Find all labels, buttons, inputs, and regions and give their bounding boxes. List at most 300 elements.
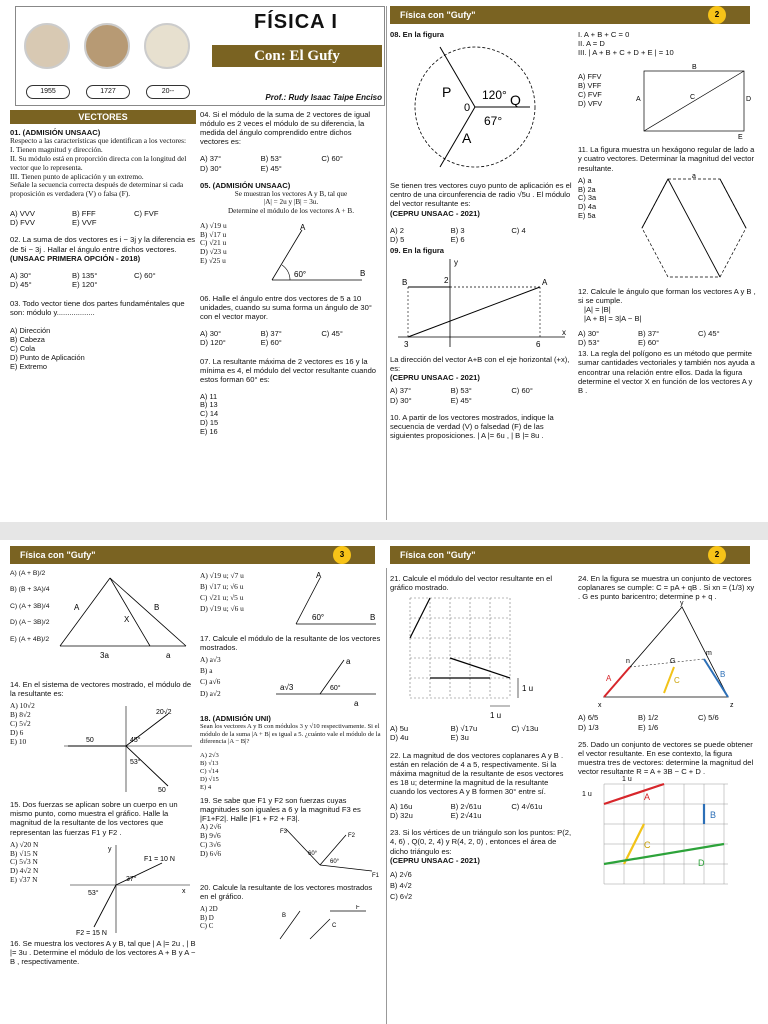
option[interactable]: D) 5 (390, 234, 405, 244)
option[interactable]: B) 13 (200, 400, 218, 410)
avatar-einstein (24, 23, 70, 69)
vector-f3 (286, 829, 320, 865)
question-24 (578, 574, 758, 732)
grid (604, 784, 728, 884)
option[interactable]: A) 30° (200, 329, 222, 339)
option[interactable]: C) √13u (511, 724, 539, 734)
label-v2: 50 (86, 737, 94, 745)
vector-figure (286, 570, 382, 630)
question-01 (10, 128, 196, 227)
label-angle2: 60° (330, 858, 340, 865)
label-e: E (738, 134, 743, 140)
forces-figure (66, 841, 194, 937)
vector (668, 179, 720, 277)
question-22 (390, 751, 572, 821)
text-line: Señale la secuencia correcta después de determinar si cada proposición es verdadera (V) o falsa (F). (10, 180, 184, 199)
option[interactable]: C) FVF (578, 90, 602, 100)
forces-figure (276, 823, 380, 879)
option[interactable]: B) D (200, 913, 214, 922)
page-number: 2 (708, 6, 726, 24)
options (390, 802, 572, 820)
question-body: 15. Dos fuerzas se aplican sobre un cuerpo en un mismo punto, como muestra el gráfico. Halle la magnitud de la resultante de los vectores que representan las fuerzas F1 y F2 . (10, 800, 178, 837)
question-body: 17. Calcule el módulo de la resultante de los vectores mostrados. (200, 634, 381, 653)
question-23 (390, 828, 572, 902)
option[interactable]: D) 120° (200, 338, 226, 348)
vector-x (110, 578, 150, 646)
option[interactable]: C) (A + 3B)/4 (10, 602, 50, 610)
option[interactable]: D) 6 (10, 727, 24, 737)
option[interactable]: E) 60° (260, 338, 282, 348)
option[interactable]: A) FFV (578, 72, 602, 82)
avatar-newton (84, 23, 130, 69)
question-head: 01. (ADMISIÓN UNSAAC) (10, 128, 101, 137)
label-x: x (598, 702, 602, 710)
label-angle2: 67° (484, 114, 503, 129)
option[interactable]: B) √13 (200, 759, 219, 767)
option[interactable]: E) 4 (200, 783, 212, 791)
page-title: FÍSICA I (254, 11, 338, 33)
section-title: VECTORES (10, 110, 196, 124)
option[interactable]: A) 6/5 (578, 713, 599, 723)
vector-f1 (116, 863, 162, 885)
vector-figure (262, 222, 372, 284)
label-f: F (356, 905, 360, 912)
question-03 (10, 299, 196, 372)
options (10, 209, 196, 227)
question-10-row (578, 63, 758, 139)
question-head: 08. En la figura (390, 30, 445, 39)
option[interactable]: E) 6 (450, 234, 465, 244)
option[interactable]: E) 45° (450, 395, 472, 405)
question-17 (200, 634, 382, 710)
option[interactable]: B) a (200, 666, 213, 676)
column-4 (578, 574, 758, 908)
option[interactable]: D) 32u (390, 811, 413, 821)
option[interactable]: D) √19 u; √6 u (200, 604, 244, 614)
option[interactable]: D) √23 u (200, 247, 227, 257)
option[interactable]: A) 30° (578, 329, 600, 339)
option[interactable]: C) 60° (134, 270, 156, 280)
option[interactable]: E) 3u (450, 733, 469, 743)
label-b: B (710, 810, 717, 821)
question-body: 16. Se muestra los vectores A y B, tal que | A |= 2u , | B |= 3u . Determine el módulo de los vectores A + B y A − B , respectivamente. (10, 938, 196, 966)
option[interactable]: E) Extremo (10, 361, 47, 371)
condition: |A| = |B| (584, 304, 611, 314)
option[interactable]: C) √21 u (200, 238, 227, 248)
question-13 (578, 349, 758, 395)
options (578, 713, 758, 731)
text-line: Determine el módulo de los vectores A + B. (227, 207, 354, 216)
vector-c (310, 919, 330, 939)
option[interactable]: B) √17u (450, 724, 478, 734)
options (200, 154, 382, 172)
question-16-cont (200, 570, 382, 630)
option[interactable]: D) Punto de Aplicación (10, 352, 85, 362)
question-21 (390, 574, 572, 743)
text-line: III. | A + B + C + D + E | = 10 (578, 48, 674, 58)
question-02 (10, 235, 196, 289)
vector (720, 179, 746, 228)
option[interactable]: B) 135° (72, 270, 98, 280)
label-f3: F3 (280, 828, 288, 835)
option[interactable]: A) 16u (390, 802, 413, 812)
options (578, 173, 634, 283)
option[interactable]: B) 4√2 (390, 880, 412, 890)
label-a2: a (354, 699, 359, 709)
label-x: x (182, 887, 186, 895)
question-body: 02. La suma de dos vectores es i − 3j y la diferencia es de 5i − 3j . Hallar el ángulo entre dichos vectores. (10, 235, 196, 254)
option[interactable]: D) 45° (10, 279, 32, 289)
question-20-row (200, 905, 382, 941)
question-body: 07. La resultante máxima de 2 vectores es 16 y la mínima es 4, el módulo del vector resultante cuando estos forman 60° es: (200, 357, 377, 385)
label-angle: 60° (312, 613, 325, 622)
option[interactable]: C) 4√61u (511, 802, 543, 812)
option[interactable]: B) 53° (450, 386, 472, 396)
text-line: Se muestran los vectores A y B, tal que (234, 189, 348, 198)
option[interactable]: D) VFV (578, 98, 603, 108)
option[interactable]: C) 60° (511, 386, 533, 396)
avatar-gufy (144, 23, 190, 69)
question-body: Se tienen tres vectores cuyo punto de aplicación es el centro de una circunferencia de radio √5u . El módulo del vector resultante es: (390, 181, 572, 209)
options (10, 271, 196, 289)
text-line: I. Tienen magnitud y dirección. (10, 144, 103, 154)
option[interactable]: D) 15 (200, 418, 219, 428)
question-source: (CEPRU UNSAAC - 2021) (390, 208, 480, 218)
option[interactable]: D) (A − 3B)/2 (10, 619, 50, 627)
circle-figure (390, 39, 570, 179)
column-3 (390, 574, 572, 902)
option[interactable]: E) (A + 4B)/2 (10, 635, 50, 643)
question-body: 11. La figura muestra un hexágono regular de lado a y cuatro vectores. Determinar la magnitud del vector resultante. (578, 145, 755, 173)
option[interactable]: B) (B + 3A)/4 (10, 586, 50, 594)
option[interactable]: C) C (200, 921, 214, 930)
option[interactable]: C) 4 (511, 225, 526, 235)
vector-c (664, 667, 674, 693)
label-a: A (542, 277, 548, 287)
option[interactable]: A) 30° (10, 270, 32, 280)
label-v3: 50 (158, 787, 166, 795)
year-badge: 1955 (26, 85, 70, 99)
option[interactable]: C) FVF (134, 209, 159, 219)
option[interactable]: D) 1/3 (578, 722, 599, 732)
vectors-figure (270, 905, 370, 941)
option[interactable]: A) VVV (10, 209, 35, 219)
text-line: I. A + B + C = 0 (578, 30, 630, 39)
question-body: 24. En la figura se muestra un conjunto de vectores coplanares se cumple: C = pA + qB . Si xn = (1/3) xy . G es punto baricentro; determine p + q . (578, 574, 755, 602)
question-16 (10, 939, 196, 966)
header-box (15, 6, 385, 106)
label-origin: 0 (464, 102, 471, 115)
vector (642, 179, 668, 228)
option[interactable]: B) 3 (450, 225, 465, 235)
guide (630, 659, 704, 667)
label-angle1: 37° (126, 875, 137, 883)
question-body: 22. La magnitud de dos vectores coplanares A y B . están en relación de 4 a 5, respectivamente. Si la máxima magnitud de la resultante de esos vectores es 18 u; determine la magnitud de la resultante cuando los vectores A y B formen 30° entre sí. (390, 750, 564, 796)
column-1 (10, 110, 196, 372)
band-label: Física con "Gufy" (400, 549, 476, 560)
option[interactable]: C) 3a (578, 193, 597, 203)
option[interactable]: E) √37 N (10, 875, 38, 885)
question-body: 25. Dado un conjunto de vectores se puede obtener el vector resultante. En ese contexto, la figura muestra tres de vectores: determine la magnitud del vector resultante R = A + 3B − C + D . (578, 739, 754, 776)
option[interactable]: A) 10√2 (10, 701, 35, 711)
option[interactable]: A) 37° (390, 386, 412, 396)
label-f1: F1 = 10 N (144, 855, 175, 863)
label-a: A (606, 674, 612, 684)
options (390, 869, 572, 902)
option[interactable]: B) FFF (72, 209, 96, 219)
question-body: 14. En el sistema de vectores mostrado, el módulo de la resultante es: (10, 680, 192, 699)
grid-figure (578, 776, 754, 906)
option[interactable]: E) VVF (72, 218, 97, 228)
option[interactable]: C) 3√6 (200, 839, 221, 849)
triangle-figure (50, 570, 196, 680)
option[interactable]: A) 2√6 (200, 821, 222, 831)
option[interactable]: A) √19 u (200, 220, 227, 230)
label-two: 2 (444, 275, 449, 285)
page-number: 3 (333, 546, 351, 564)
option[interactable]: C) √14 (200, 767, 219, 775)
option[interactable]: E) √25 u (200, 256, 226, 266)
question-05-row (200, 222, 382, 284)
year-badge: 20-- (146, 85, 190, 99)
label-a: a (346, 657, 351, 667)
options (200, 393, 382, 437)
question-head: 05. (ADMISIÓN UNSAAC) (200, 180, 291, 190)
option[interactable]: A) 37° (200, 154, 222, 164)
option[interactable]: A) a√3 (200, 655, 221, 665)
label-angle2: 53° (88, 889, 99, 897)
option[interactable]: A) (A + B)/2 (10, 570, 46, 577)
label-unit-y: 1 u (522, 684, 534, 694)
options (200, 905, 270, 941)
option[interactable]: D) 4u (390, 733, 409, 743)
option[interactable]: E) 5a (578, 211, 596, 221)
vector-a (408, 287, 540, 337)
option[interactable]: E) 16 (200, 427, 218, 437)
page-subtitle: Con: El Gufy (212, 45, 382, 67)
label-b: B (154, 603, 160, 612)
option[interactable]: A) 2√6 (390, 869, 412, 879)
question-body: 06. Halle el ángulo entre dos vectores de 5 a 10 unidades, cuando su suma forma un ángulo de 30° con el vector mayor. (200, 293, 372, 321)
column-2 (200, 570, 382, 941)
option[interactable]: E) 10 (10, 736, 27, 746)
label-six: 6 (536, 339, 541, 349)
option[interactable]: A) 2√3 (200, 752, 219, 760)
option[interactable]: E) 1/6 (638, 722, 659, 732)
option[interactable]: C) a√6 (200, 677, 221, 687)
option[interactable]: B) √17 u; √6 u (200, 582, 244, 592)
vector-a (60, 578, 110, 646)
text-line: Respecto a las características que identifican a los vectores: (10, 136, 187, 146)
band-label: Física con "Gufy" (20, 549, 96, 560)
option[interactable]: C) 5√2 (10, 718, 31, 728)
condition: |A + B| = 3|A − B| (584, 313, 642, 323)
question-head: 09. En la figura (390, 245, 445, 255)
option[interactable]: C) 5/6 (698, 713, 719, 723)
professor: Prof.: Rudy Isaac Taipe Enciso (265, 93, 382, 102)
option[interactable]: B) 2a (578, 184, 596, 194)
option[interactable]: D) 6√6 (200, 848, 222, 858)
angle-arc (282, 265, 290, 280)
label-y: y (680, 601, 684, 608)
option[interactable]: E) 2√41u (450, 811, 482, 821)
option[interactable]: A) Dirección (10, 326, 51, 336)
options (200, 752, 382, 792)
option[interactable]: B) √15 N (10, 848, 38, 858)
label-a: a (692, 172, 696, 180)
label-a: A (636, 96, 641, 104)
page-band (390, 546, 750, 564)
option[interactable]: B) 37° (638, 329, 660, 339)
options (10, 841, 66, 937)
axes-figure (390, 255, 570, 353)
option[interactable]: D) 4√2 N (10, 866, 39, 876)
column-3 (390, 30, 572, 440)
option[interactable]: A) a (578, 175, 592, 185)
label-d: D (698, 858, 705, 869)
grid-figure (390, 592, 570, 722)
label-c: C (332, 923, 337, 930)
label-c: C (674, 676, 680, 686)
vector-c (644, 71, 744, 131)
band-label: Física con "Gufy" (400, 9, 476, 20)
option[interactable]: B) 9√6 (200, 830, 221, 840)
option[interactable]: A) √19 u; √7 u (200, 571, 244, 580)
vector-a (604, 784, 664, 804)
label-unit-y: 1 u (582, 791, 592, 799)
options (10, 327, 196, 371)
options (390, 724, 572, 742)
question-body: 04. Si el módulo de la suma de 2 vectores de igual módulo es 2 veces el módulo de su diferencia, la medida del ángulo comprendido entre dichos vectores es: (200, 110, 371, 147)
year-badge: 1727 (86, 85, 130, 99)
option[interactable]: B) Cabeza (10, 335, 45, 345)
triangle-figure (578, 601, 754, 711)
options (578, 329, 758, 347)
page-separator (0, 522, 768, 540)
option[interactable]: A) 2 (390, 225, 404, 235)
option[interactable]: A) √20 N (10, 839, 39, 849)
rectangle-figure (634, 63, 754, 139)
question-source: (CEPRU UNSAAC - 2021) (390, 373, 480, 383)
option[interactable]: C) 60° (321, 154, 343, 164)
label-a: A (74, 603, 80, 612)
label-three: 3 (404, 339, 409, 349)
label-angle1: 120° (482, 88, 507, 103)
vector-b (110, 578, 186, 646)
question-15-row (10, 841, 196, 937)
option[interactable]: E) 60° (638, 338, 660, 348)
text-line: III. Tienen punto de aplicación y un extremo. (10, 171, 144, 181)
label-b: B (692, 64, 697, 72)
option[interactable]: D) 4a (578, 202, 597, 212)
label-n: n (626, 658, 630, 666)
option[interactable]: D) √15 (200, 775, 219, 783)
page-band (390, 6, 750, 24)
option[interactable]: B) 37° (260, 329, 282, 339)
option[interactable]: E) 120° (72, 279, 98, 289)
option[interactable]: C) 5√3 N (10, 857, 38, 867)
label-a: A (462, 130, 472, 147)
question-09 (390, 246, 572, 405)
option[interactable]: C) √21 u; √5 u (200, 593, 244, 603)
option[interactable]: D) 30° (200, 163, 222, 173)
option[interactable]: B) 1/2 (638, 713, 659, 723)
option[interactable]: B) 53° (260, 154, 282, 164)
option[interactable]: A) 2D (200, 905, 218, 914)
label-b: B (370, 613, 376, 622)
option[interactable]: C) 6√2 (390, 891, 413, 901)
page-bottom (0, 540, 768, 1024)
label-g: G (670, 658, 676, 666)
question-body: 03. Todo vector tiene dos partes fundaméntales que son: módulo y.................. (10, 299, 185, 318)
question-head: 18. (ADMISIÓN UNI) (200, 714, 271, 724)
label-unit-x: 1 u (490, 711, 502, 721)
label-f2: F2 (348, 832, 356, 839)
label-p: P (442, 84, 452, 101)
grid (410, 598, 510, 698)
label-d: D (746, 96, 752, 104)
page-number: 2 (708, 546, 726, 564)
options (390, 386, 572, 404)
question-10 (390, 413, 572, 440)
question-body: 19. Se sabe que F1 y F2 son fuerzas cuyas magnitudes son iguales a 6 y la magnitud F3 es |F1+F2|. Halle |F1 + F2 + F3|. (200, 795, 361, 823)
label-q: Q (510, 92, 521, 109)
column-4 (578, 30, 758, 395)
option[interactable]: C) 14 (200, 409, 219, 419)
label-b: B (282, 913, 287, 920)
option[interactable]: E) 45° (260, 163, 282, 173)
option[interactable]: D) 53° (578, 338, 600, 348)
option[interactable]: D) a√2 (200, 688, 221, 698)
question-17-row (200, 654, 382, 710)
question-source: (CEPRU UNSAAC - 2021) (390, 855, 480, 865)
text-line: |A| = 2u y |B| = 3u. (263, 198, 319, 207)
option[interactable]: C) 45° (321, 329, 343, 339)
label-b: B (402, 277, 408, 287)
question-11 (578, 145, 758, 282)
question-body: 23. Si los vértices de un triángulo son los puntos: P(2, 4, 6) , Q(0, 2, 4) y R(4, 2, 0) , entonces el área de dicho triángulo es: (390, 828, 572, 856)
option[interactable]: C) 45° (698, 329, 720, 339)
label-angle: 60° (294, 269, 307, 279)
vector (126, 746, 168, 786)
label-a3: a√3 (280, 683, 294, 693)
option[interactable]: A) 5u (390, 724, 409, 734)
option[interactable]: B) 2√61u (450, 802, 482, 812)
label-unit-x: 1 u (622, 776, 632, 784)
question-13-cont (10, 570, 196, 680)
question-body: Sean los vectores A y B con módulos 3 y √10 respectivamente. Si el módulo de la suma |A + B| es igual a 5. ¿cuánto vale el módulo de la diferencia |A − B|? (200, 723, 381, 746)
column-1 (10, 570, 196, 966)
question-14 (10, 680, 196, 794)
question-08 (390, 30, 572, 244)
label-angle: 60° (330, 685, 341, 693)
option[interactable]: D) FVV (10, 218, 35, 228)
option[interactable]: A) 11 (200, 391, 218, 401)
option[interactable]: C) Cola (10, 343, 36, 353)
option[interactable]: B) VFF (578, 81, 602, 91)
option[interactable]: B) √17 u (200, 229, 227, 239)
option[interactable]: D) 30° (390, 395, 412, 405)
question-19 (200, 796, 382, 879)
label-f1: F1 (372, 872, 380, 879)
option[interactable]: B) 8√2 (10, 710, 31, 720)
label-b: B (720, 670, 726, 680)
question-19-row (200, 823, 382, 879)
options (200, 823, 276, 879)
question-06 (200, 294, 382, 348)
question-04 (200, 110, 382, 173)
question-07 (200, 357, 382, 437)
